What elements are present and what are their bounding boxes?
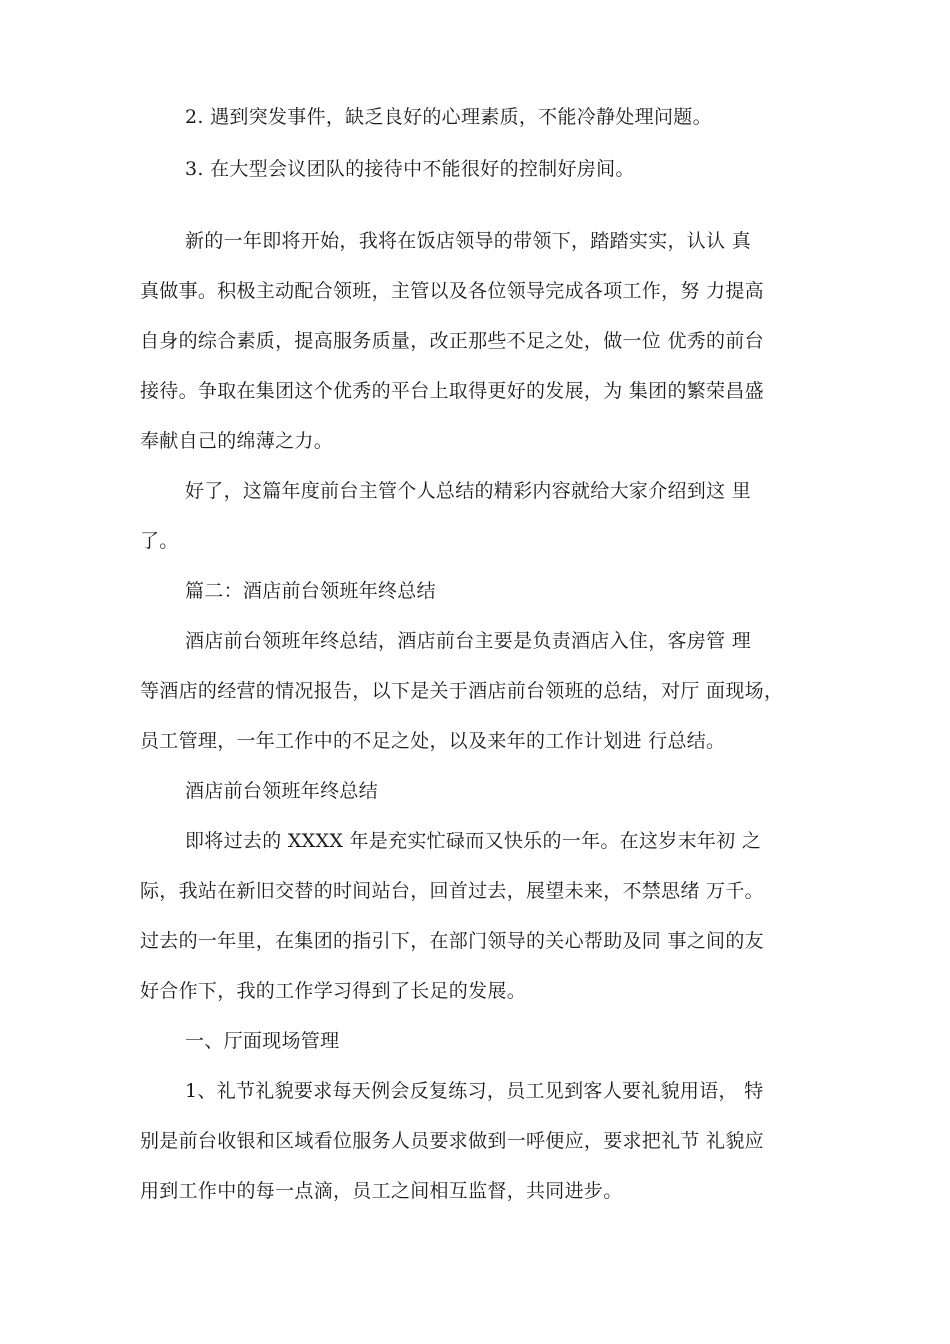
paragraph-line: 际，我站在新旧交替的时间站台，回首过去，展望未来，不禁思绪 万千。 (140, 880, 764, 902)
list-item-2: 2. 遇到突发事件，缺乏良好的心理素质，不能冷静处理问题。 (185, 106, 712, 128)
list-item-3: 3. 在大型会议团队的接待中不能很好的控制好房间。 (185, 158, 635, 180)
paragraph-line: 等酒店的经营的情况报告，以下是关于酒店前台领班的总结，对厅 面现场， (140, 680, 784, 702)
paragraph-line: 接待。争取在集团这个优秀的平台上取得更好的发展，为 集团的繁荣昌盛 (140, 380, 764, 402)
paragraph-line: 用到工作中的每一点滴，员工之间相互监督，共同进步。 (140, 1180, 623, 1202)
paragraph-line: 了。 (140, 530, 179, 552)
paragraph-line: 自身的综合素质，提高服务质量，改正那些不足之处，做一位 优秀的前台 (140, 330, 764, 352)
paragraph-line: 好合作下，我的工作学习得到了长足的发展。 (140, 980, 527, 1002)
paragraph-line: 别是前台收银和区域看位服务人员要求做到一呼便应，要求把礼节 礼貌应 (140, 1130, 764, 1152)
paragraph-line: 即将过去的 XXXX 年是充实忙碌而又快乐的一年。在这岁末年初 之 (185, 830, 762, 852)
paragraph-line: 酒店前台领班年终总结，酒店前台主要是负责酒店入住，客房管 理 (185, 630, 752, 652)
section-heading: 篇二：酒店前台领班年终总结 (185, 580, 436, 602)
paragraph-line: 奉献自己的绵薄之力。 (140, 430, 334, 452)
paragraph-line: 真做事。积极主动配合领班，主管以及各位领导完成各项工作，努 力提高 (140, 280, 764, 302)
paragraph-line: 员工管理，一年工作中的不足之处，以及来年的工作计划进 行总结。 (140, 730, 726, 752)
paragraph-line: 好了，这篇年度前台主管个人总结的精彩内容就给大家介绍到这 里 (185, 480, 752, 502)
paragraph-line: 新的一年即将开始，我将在饭店领导的带领下，踏踏实实，认认 真 (185, 230, 752, 252)
paragraph-line: 过去的一年里，在集团的指引下，在部门领导的关心帮助及同 事之间的友 (140, 930, 764, 952)
paragraph-line: 1、礼节礼貌要求每天例会反复练习，员工见到客人要礼貌用语， 特 (185, 1080, 764, 1102)
section-heading: 一、厅面现场管理 (185, 1030, 340, 1052)
subheading: 酒店前台领班年终总结 (185, 780, 379, 802)
